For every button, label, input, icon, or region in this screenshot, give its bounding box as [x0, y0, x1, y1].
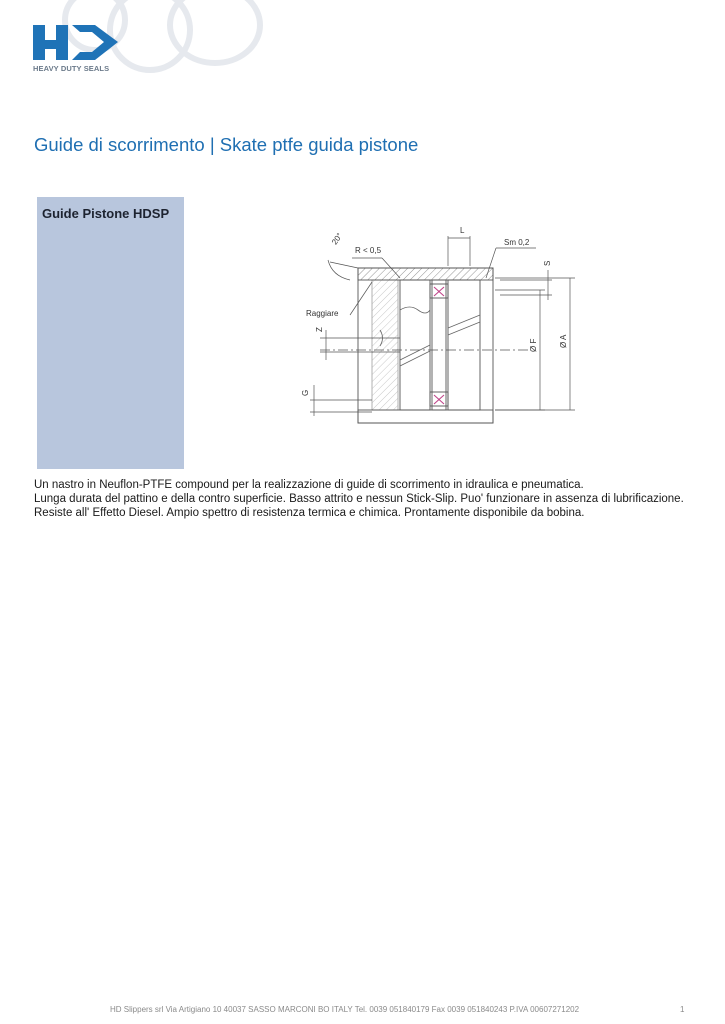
label-s: S — [543, 260, 552, 266]
footer-company-info: HD Slippers srl Via Artigiano 10 40037 SASSO MARCONI BO ITALY Tel. 0039 051840179 Fax 0039 051840243 P.IVA 00607271202 — [110, 1005, 580, 1014]
page-title: Guide di scorrimento | Skate ptfe guida pistone — [34, 134, 419, 155]
logo-text: HEAVY DUTY SEALS — [33, 64, 110, 73]
product-description — [34, 478, 694, 520]
page-number: 1 — [680, 1005, 685, 1014]
label-g: G — [301, 389, 310, 396]
technical-drawing — [300, 220, 590, 435]
description-line-2: Lunga durata del pattino e della contro superficie. Basso attrito e nessun Stick-Slip. Puo' funzionare in assenza di lubrificazione. Resiste all' Effetto Diesel. Ampio spettro di resistenza termica e chimica. Prontamente disponibile da bobina. — [34, 493, 684, 519]
piston-guide-drawing — [300, 220, 590, 435]
description-line-1: Un nastro in Neuflon-PTFE compound per la realizzazione di guide di scorrimento in idraulica e pneumatica. — [34, 479, 584, 491]
product-title: Guide Pistone HDSP — [42, 206, 170, 221]
label-length: L — [460, 226, 465, 235]
label-a: Ø A — [559, 334, 568, 348]
logo-graphic — [0, 0, 280, 95]
product-card — [37, 197, 184, 469]
label-z: Z — [315, 327, 324, 332]
label-sm: Sm 0,2 — [504, 238, 530, 247]
label-f: Ø F — [529, 338, 538, 352]
label-raggiare: Raggiare — [306, 309, 339, 318]
company-logo — [0, 0, 280, 95]
label-angle: 20° — [329, 231, 345, 247]
label-radius: R < 0,5 — [355, 246, 382, 255]
